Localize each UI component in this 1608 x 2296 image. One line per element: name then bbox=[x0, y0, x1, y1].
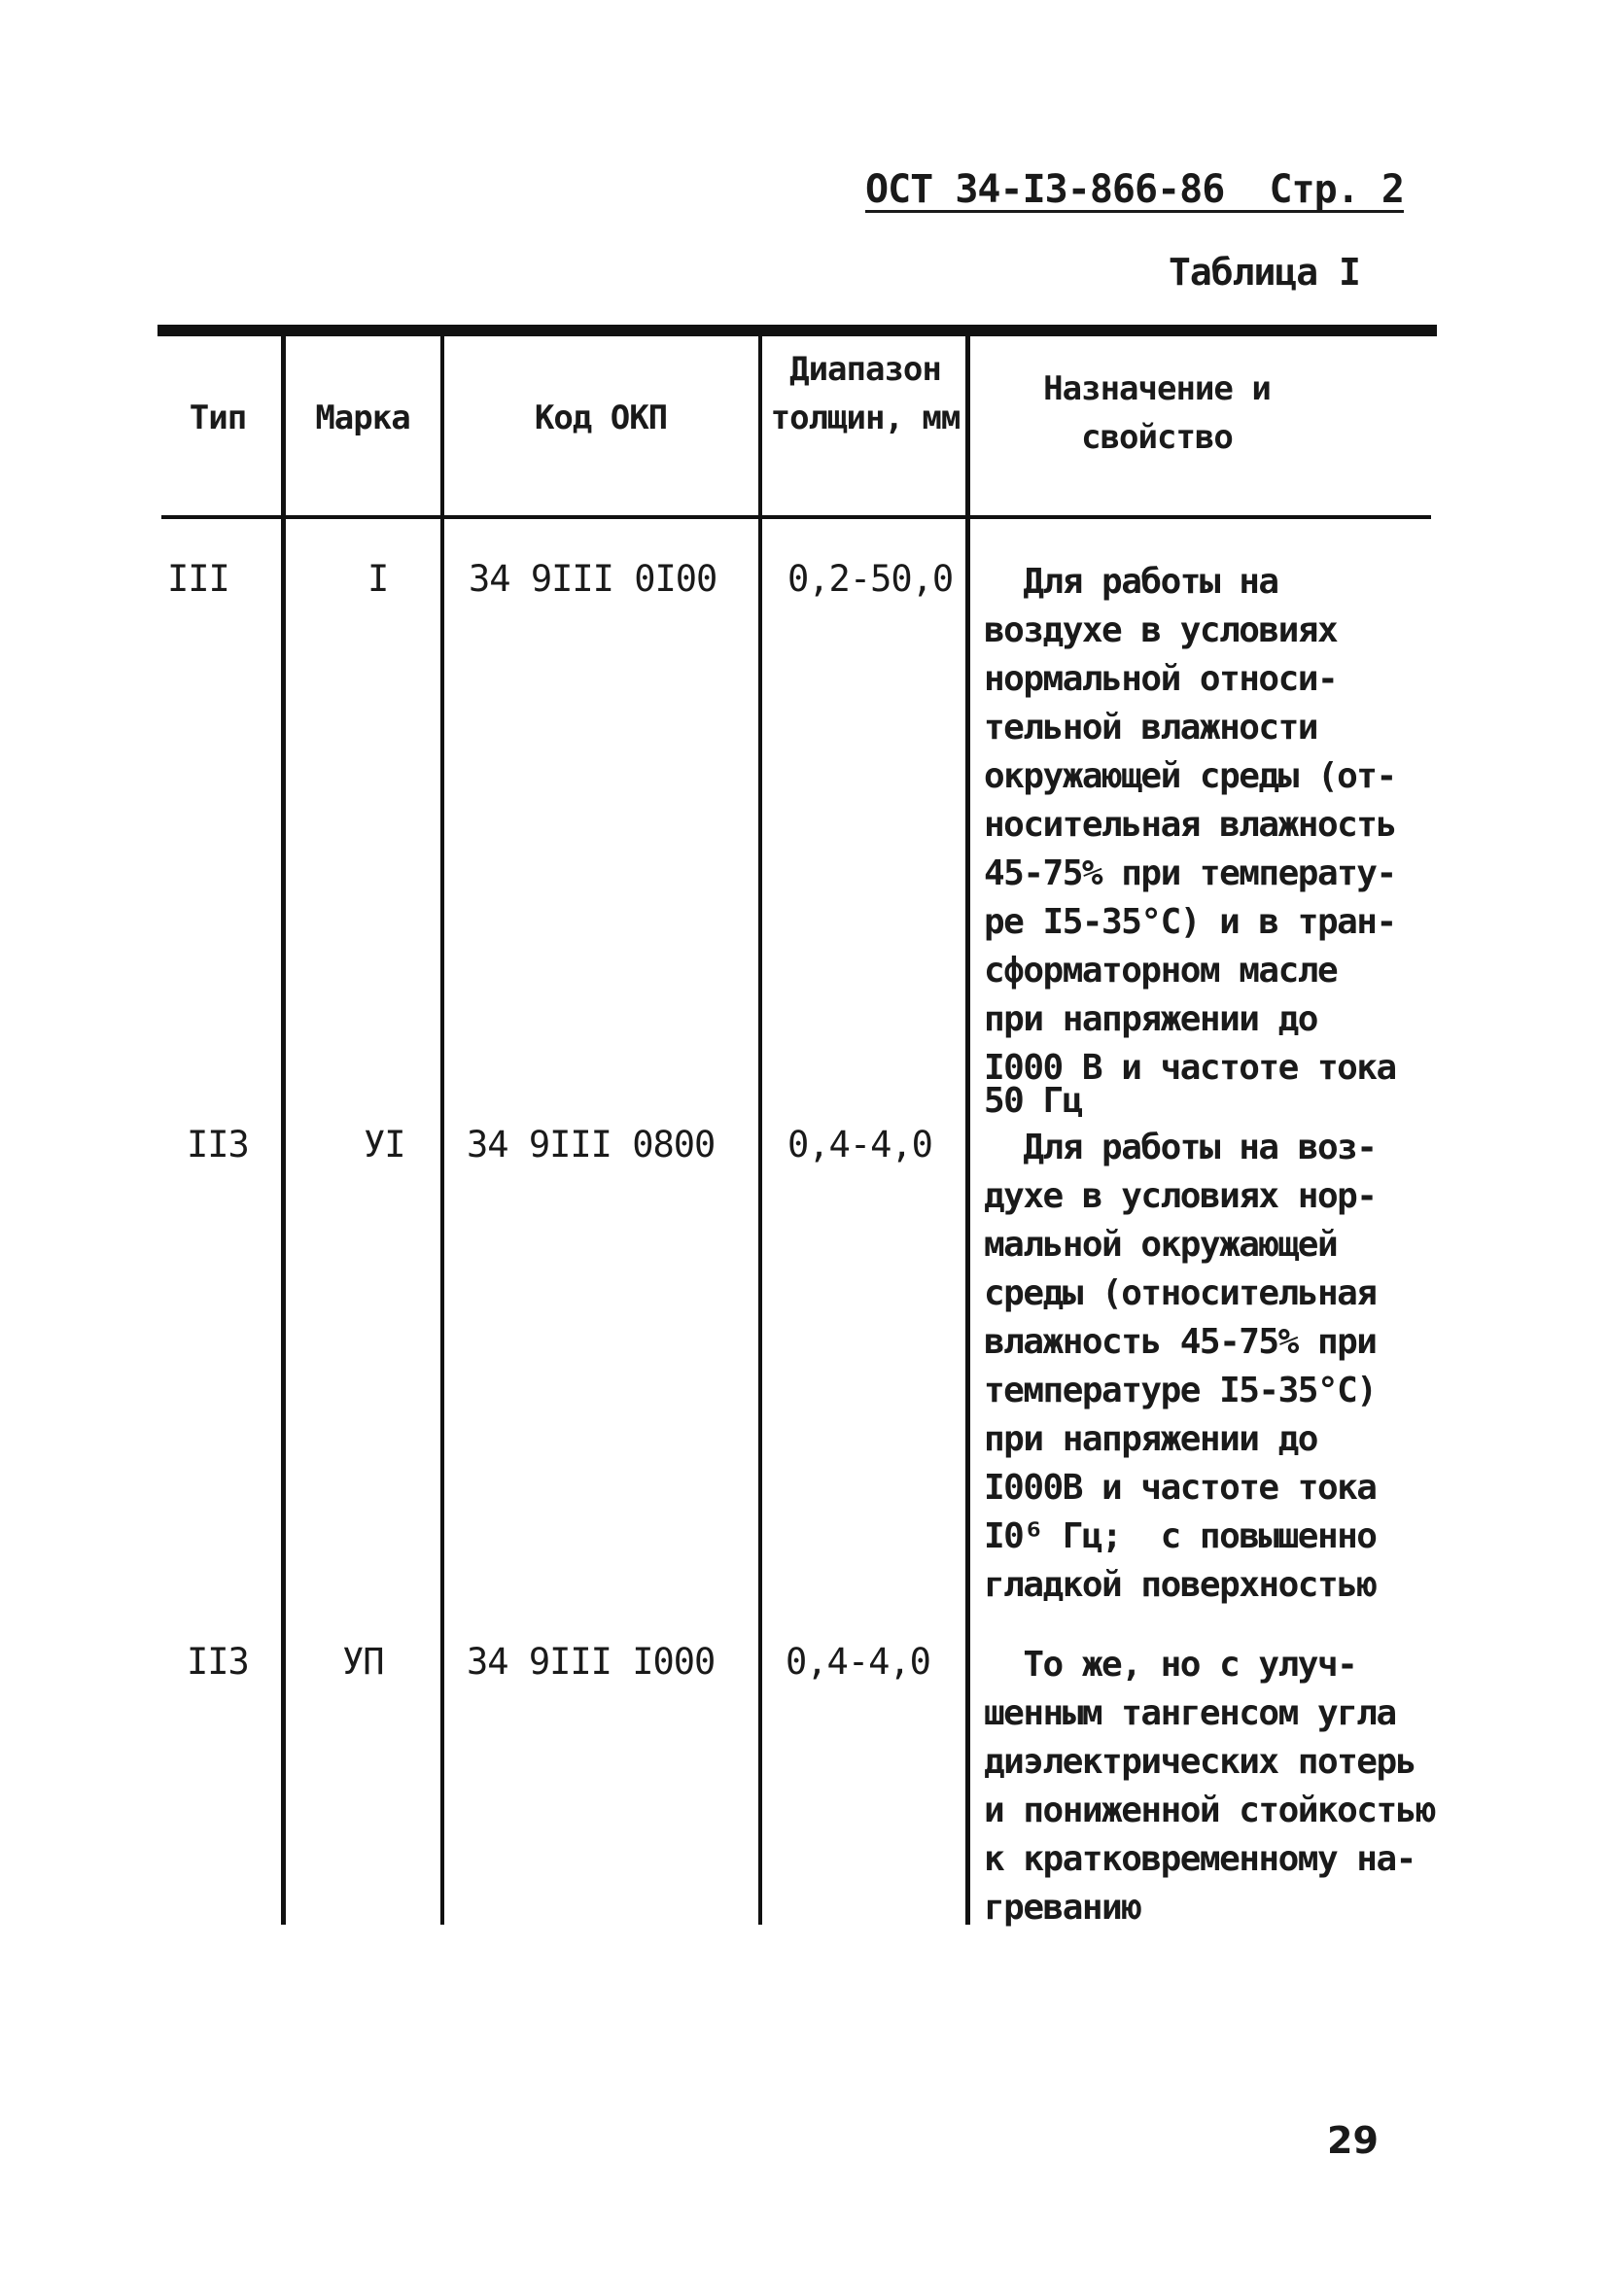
table-row-1-code: 34 9III 0I00 bbox=[469, 558, 717, 600]
table-row-1-type: III bbox=[167, 558, 229, 600]
description-line: тельной влажности bbox=[984, 708, 1317, 748]
description-line: То же, но с улуч- bbox=[984, 1645, 1357, 1685]
column-header-mark: Марка bbox=[315, 399, 410, 437]
description-line: нормальной относи- bbox=[984, 659, 1338, 699]
description-line: 50 Гц bbox=[984, 1081, 1082, 1121]
description-line: I000 В и частоте тока bbox=[984, 1048, 1396, 1088]
table-row-2-mark: УI bbox=[364, 1124, 405, 1165]
table-row-1-range: 0,2-50,0 bbox=[787, 558, 954, 600]
column-divider bbox=[281, 334, 286, 1925]
description-line: температуре I5-35°C) bbox=[984, 1371, 1377, 1410]
description-line: сформаторном масле bbox=[984, 951, 1338, 991]
table-row-3-purpose bbox=[984, 1641, 1435, 1932]
description-line: гладкой поверхностью bbox=[984, 1565, 1377, 1605]
description-line: среды (относительная bbox=[984, 1273, 1377, 1313]
page-number: 29 bbox=[1327, 2119, 1379, 2162]
description-line: при напряжении до bbox=[984, 999, 1317, 1039]
description-line: греванию bbox=[984, 1888, 1141, 1928]
description-line: при напряжении до bbox=[984, 1419, 1317, 1459]
table-row-2-code: 34 9III 0800 bbox=[467, 1124, 716, 1165]
description-line: ре I5-35°C) и в тран- bbox=[984, 902, 1396, 942]
table-top-rule bbox=[157, 325, 1437, 336]
table-title: Таблица I bbox=[1169, 251, 1360, 294]
table-row-1-purpose bbox=[984, 558, 1396, 1126]
description-line: воздухе в условиях bbox=[984, 610, 1338, 650]
column-divider bbox=[758, 334, 762, 1925]
description-line: влажность 45-75% при bbox=[984, 1322, 1377, 1362]
column-header-type: Тип bbox=[189, 399, 247, 437]
table-header-rule bbox=[161, 515, 1431, 519]
column-header-code: Код ОКП bbox=[534, 399, 668, 437]
table-row-3-mark: УП bbox=[342, 1641, 384, 1683]
description-line: Для работы на воз- bbox=[984, 1128, 1377, 1167]
description-line: окружающей среды (от- bbox=[984, 756, 1396, 796]
description-line: шенным тангенсом угла bbox=[984, 1693, 1396, 1733]
column-header-range: Диапазон толщин, мм bbox=[770, 350, 961, 437]
description-line: I000В и частоте тока bbox=[984, 1468, 1377, 1508]
table-row-3-type: II3 bbox=[187, 1641, 249, 1683]
document-reference: ОСТ 34-I3-866-86 Стр. 2 bbox=[865, 167, 1404, 212]
table-row-2-type: II3 bbox=[187, 1124, 249, 1165]
table-row-3-range: 0,4-4,0 bbox=[786, 1641, 930, 1683]
column-divider bbox=[965, 334, 970, 1925]
description-line: I0⁶ Гц; с повышенно bbox=[984, 1516, 1377, 1556]
table-row-2-purpose bbox=[984, 1124, 1376, 1610]
table-row-3-code: 34 9III I000 bbox=[467, 1641, 716, 1683]
description-line: к кратковременному на- bbox=[984, 1839, 1416, 1879]
table-row-2-range: 0,4-4,0 bbox=[787, 1124, 932, 1165]
column-divider bbox=[440, 334, 444, 1925]
column-header-purpose: Назначение и свойство bbox=[1043, 369, 1271, 457]
description-line: Для работы на bbox=[984, 562, 1278, 602]
description-line: носительная влажность bbox=[984, 805, 1396, 845]
description-line: духе в условиях нор- bbox=[984, 1176, 1377, 1216]
description-line: 45-75% при температу- bbox=[984, 853, 1396, 893]
table-row-1-mark: I bbox=[367, 558, 389, 600]
description-line: мальной окружающей bbox=[984, 1225, 1338, 1265]
description-line: диэлектрических потерь bbox=[984, 1742, 1416, 1782]
description-line: и пониженной стойкостью bbox=[984, 1791, 1435, 1830]
